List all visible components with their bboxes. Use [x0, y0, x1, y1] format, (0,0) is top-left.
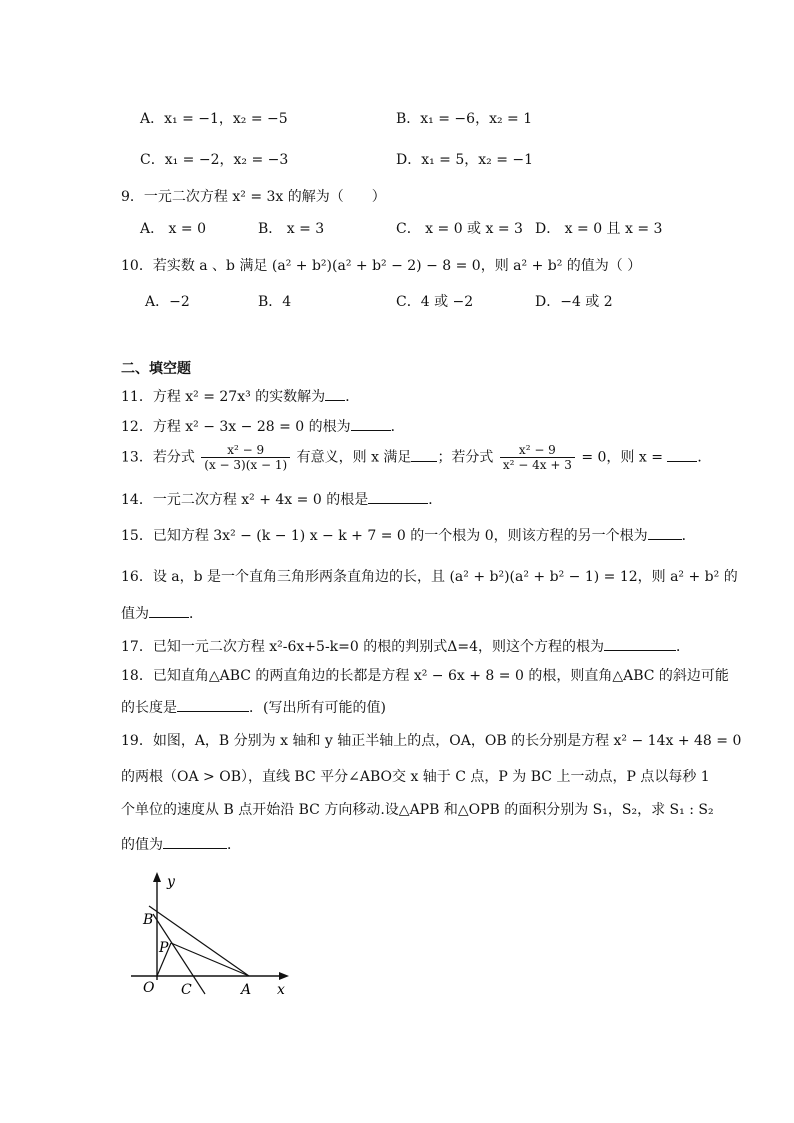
- q16-line2: 值为 ．: [121, 603, 203, 623]
- q9-option-c: C． x = 0 或 x = 3: [396, 221, 523, 237]
- q16-line1: 16．设 a，b 是一个直角三角形两条直角边的长，且 (a² + b²)(a² + b² − 1) = 12，则 a² + b² 的: [121, 569, 738, 585]
- q19-line3: 个单位的速度从 B 点开始沿 BC 方向移动.设△APB 和△OPB 的面积分别为 S₁，S₂，求 S₁ : S₂: [121, 802, 714, 818]
- q18-line1: 18．已知直角△ABC 的两直角边的长都是方程 x² − 6x + 8 = 0 的根，则直角△ABC 的斜边可能: [121, 668, 729, 684]
- q14-text: 14．一元二次方程 x² + 4x = 0 的根是: [121, 492, 369, 508]
- answer-blank[interactable]: [149, 603, 189, 618]
- geometry-figure: [125, 870, 305, 1010]
- q10-stem: 10．若实数 a 、b 满足 (a² + b²)(a² + b² − 2) − 8 = 0，则 a² + b² 的值为（ ）: [121, 258, 642, 274]
- q17: 17．已知一元二次方程 x²-6x+5-k=0 的根的判别式Δ=4，则这个方程的根为 ．: [121, 636, 690, 656]
- q8-option-a: A．x₁ = −1，x₂ = −5: [140, 111, 288, 127]
- fraction-denominator: (x − 3)(x − 1): [204, 458, 288, 472]
- q8-option-c: C．x₁ = −2，x₂ = −3: [140, 152, 289, 168]
- fraction-numerator: x² − 9: [201, 443, 290, 458]
- label-p: P: [159, 940, 169, 956]
- q10-option-a: A．−2: [145, 294, 190, 310]
- answer-blank[interactable]: [325, 386, 345, 401]
- q9-stem: 9．一元二次方程 x² = 3x 的解为（ ）: [121, 189, 386, 205]
- answer-blank[interactable]: [411, 447, 437, 462]
- q17-text: 17．已知一元二次方程 x²-6x+5-k=0 的根的判别式Δ=4，则这个方程的根为: [121, 639, 604, 655]
- q18-line2-text: 的长度是: [121, 700, 177, 716]
- q11: 11．方程 x² = 27x³ 的实数解为 ．: [121, 386, 359, 406]
- label-b: B: [143, 912, 154, 928]
- fraction-denominator: x² − 4x + 3: [502, 458, 572, 472]
- section-heading: 二、填空题: [121, 361, 191, 377]
- answer-blank[interactable]: [177, 697, 249, 712]
- q13-mid2: ；若分式: [437, 449, 494, 466]
- fraction: [201, 443, 290, 472]
- q12-text: 12．方程 x² − 3x − 28 = 0 的根为: [121, 419, 351, 435]
- answer-blank[interactable]: [667, 447, 697, 462]
- q13-mid: 有意义，则 x 满足: [296, 449, 412, 466]
- q9-option-a: A． x = 0: [140, 221, 206, 237]
- answer-blank[interactable]: [351, 416, 391, 431]
- q12: 12．方程 x² − 3x − 28 = 0 的根为 ．: [121, 416, 405, 436]
- q8-option-d: D．x₁ = 5，x₂ = −1: [396, 152, 534, 168]
- q13: 13．若分式 $\frac{\text{x² − 9}}{(x - 3)(x - 1)}$ 有意义，则 x 满足 ；若分式 $\frac{\text{x² − 9}}{\text{x² − 4x + 3}}$ = 0，则 x = ．: [121, 443, 712, 472]
- q18-line2: [121, 697, 386, 717]
- answer-blank[interactable]: [604, 636, 676, 651]
- q10-option-b: B．4: [258, 294, 292, 310]
- q18-line2-tail: ．(写出所有可能的值): [249, 700, 386, 716]
- label-x: x: [277, 982, 285, 998]
- fraction-numerator: x² − 9: [500, 443, 575, 458]
- q13-post: = 0，则 x =: [581, 449, 663, 466]
- q19-line4-text: 的值为: [121, 837, 163, 853]
- q8-option-b: B．x₁ = −6，x₂ = 1: [396, 111, 533, 127]
- q19-line1: 19．如图，A，B 分别为 x 轴和 y 轴正半轴上的点，OA，OB 的长分别是方程 x² − 14x + 48 = 0: [121, 733, 742, 749]
- q13-pre: 13．若分式: [121, 449, 195, 466]
- q15: 15．已知方程 3x² − (k − 1) x − k + 7 = 0 的一个根为 0，则该方程的另一个根为 ．: [121, 525, 696, 545]
- answer-blank[interactable]: [163, 834, 227, 849]
- q16-line2-text: 值为: [121, 606, 149, 622]
- q10-option-c: C．4 或 −2: [396, 294, 474, 310]
- q10-option-d: D．−4 或 2: [535, 294, 613, 310]
- x-axis-arrow: [279, 972, 289, 980]
- label-a: A: [241, 982, 252, 998]
- label-y: y: [167, 874, 175, 890]
- q19-line2: 的两根（OA > OB），直线 BC 平分∠ABO交 x 轴于 C 点，P 为 BC 上一动点，P 点以每秒 1: [121, 769, 710, 785]
- q14: 14．一元二次方程 x² + 4x = 0 的根是 ．: [121, 489, 442, 509]
- answer-blank[interactable]: [648, 525, 682, 540]
- answer-blank[interactable]: [368, 489, 428, 504]
- label-o: O: [143, 980, 155, 996]
- fraction: [500, 443, 575, 472]
- q9-option-d: D． x = 0 且 x = 3: [535, 221, 663, 237]
- q15-text: 15．已知方程 3x² − (k − 1) x − k + 7 = 0 的一个根为 0，则该方程的另一个根为: [121, 528, 648, 544]
- y-axis-arrow: [153, 872, 161, 882]
- q9-option-b: B． x = 3: [258, 221, 325, 237]
- label-c: C: [181, 982, 192, 998]
- q11-text: 11．方程 x² = 27x³ 的实数解为: [121, 389, 326, 405]
- q19-line4: 的值为 ．: [121, 834, 241, 854]
